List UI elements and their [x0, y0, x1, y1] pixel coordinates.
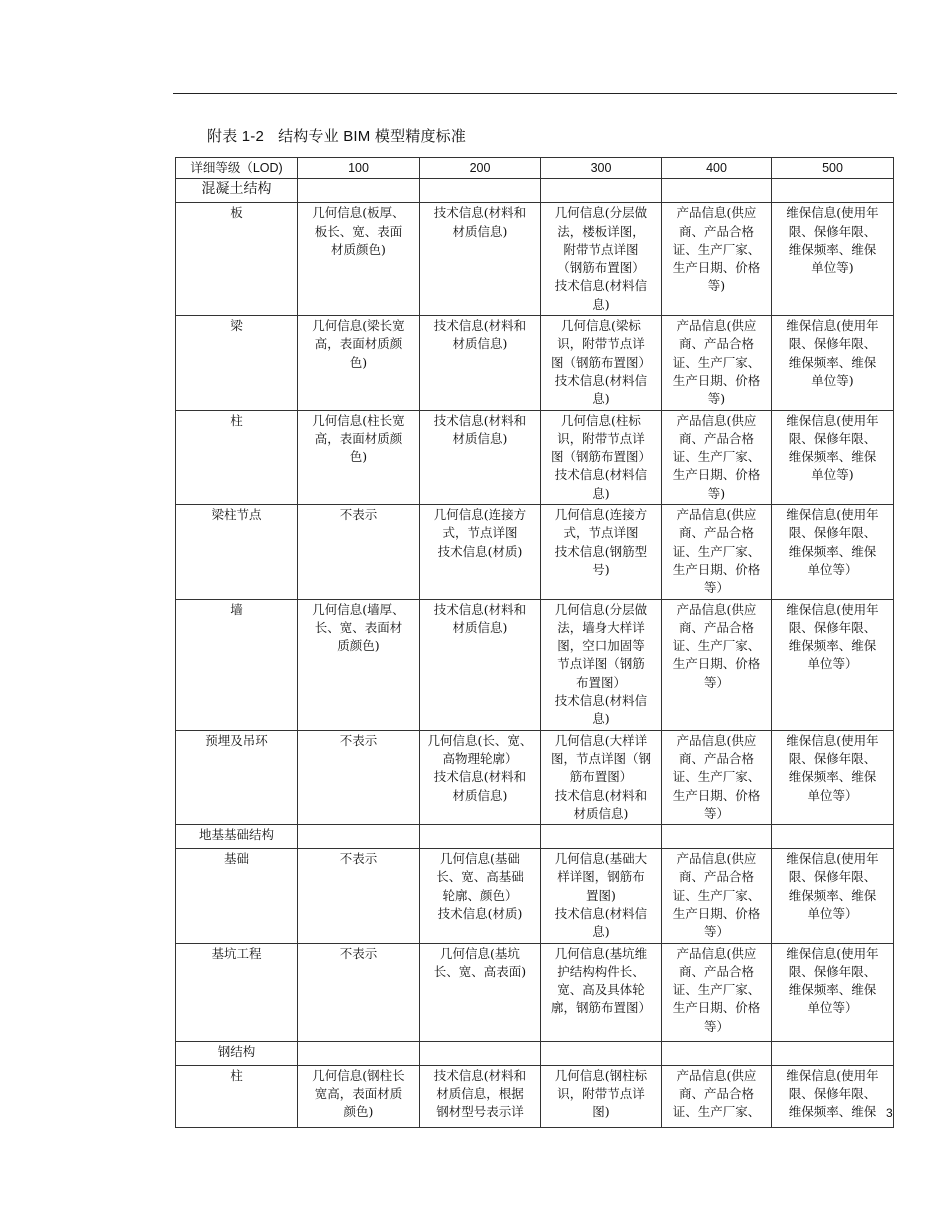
- cell-text-line: 限、保修年限、: [788, 525, 877, 541]
- lod-spec-table: [175, 157, 894, 1128]
- cell-text-line: 廓，钢筋布置图）: [550, 1000, 651, 1016]
- cell-text-line: 证、生产厂家、: [672, 769, 761, 785]
- cell-text-line: 证、生产厂家、: [672, 449, 761, 465]
- cell-text-line: 单位等）: [807, 561, 858, 577]
- cell-text-line: 长、宽、高表面): [433, 963, 527, 979]
- lod-400-cell: [662, 316, 772, 410]
- cell-text-line: 限、保修年限、: [788, 619, 877, 635]
- lod-100-cell: [298, 505, 420, 599]
- table-section-row: [176, 1041, 894, 1065]
- cell-text-line: 几何信息(基坑维: [554, 945, 648, 961]
- lod-300-cell: [541, 203, 662, 316]
- table-header-row: [176, 158, 894, 179]
- cell-text-line: 单位等): [811, 372, 854, 388]
- cell-text-line: 产品信息(供应: [676, 507, 757, 523]
- cell-text-line: 样详图，钢筋布: [557, 869, 645, 885]
- cell-text-line: 识，附带节点详: [557, 430, 645, 446]
- cell-text-line: 材质信息): [452, 787, 508, 803]
- lod-300-cell: [541, 849, 662, 943]
- cell-text-line: 生产日期、价格: [672, 1000, 761, 1016]
- table-section-row: [176, 179, 894, 203]
- cell-text-line: 维保信息(使用年: [786, 205, 879, 221]
- lod-100-cell: [298, 943, 420, 1041]
- cell-text-line: 产品信息(供应: [676, 945, 757, 961]
- cell-text-line: 技术信息(材质): [437, 543, 523, 559]
- cell-text-line: 几何信息(分层做: [554, 601, 648, 617]
- cell-text-line: 维保频率、维保: [788, 354, 877, 370]
- lod-400-cell: [662, 943, 772, 1041]
- lod-400-cell: [662, 1065, 772, 1127]
- cell-text-line: 维保信息(使用年: [786, 601, 879, 617]
- cell-text-line: 预埋及吊环: [205, 732, 268, 748]
- cell-text-line: 商、产品合格: [678, 869, 754, 885]
- table-body: [176, 158, 894, 1128]
- cell-text-line: 技术信息(材料和: [433, 601, 527, 617]
- lod-400-cell: [662, 410, 772, 504]
- cell-text-line: 钢材型号表示详: [436, 1104, 524, 1120]
- component-name-cell: [176, 410, 298, 504]
- lod-400-cell: [662, 203, 772, 316]
- cell-text-line: 等）: [703, 674, 729, 690]
- cell-text-line: 高物理轮廓）: [442, 750, 518, 766]
- cell-text-line: 法，楼板详图，: [557, 223, 645, 239]
- header-cell-100: 100: [298, 158, 420, 179]
- component-name-cell: [176, 203, 298, 316]
- lod-300-cell: [541, 316, 662, 410]
- cell-text-line: 证、生产厂家、: [672, 241, 761, 257]
- cell-text-line: 证、生产厂家、: [672, 887, 761, 903]
- page-number: 3: [886, 1106, 893, 1120]
- lod-500-cell: [772, 1065, 894, 1127]
- cell-text-line: 息): [592, 924, 610, 940]
- cell-text-line: 几何信息(连接方: [433, 507, 527, 523]
- cell-text-line: 材质信息，根据: [436, 1085, 524, 1101]
- cell-text-line: 梁柱节点: [211, 507, 262, 523]
- cell-text-line: 技术信息(材料和: [433, 1067, 527, 1083]
- cell-text-line: 产品信息(供应: [676, 601, 757, 617]
- cell-text-line: 单位等）: [807, 656, 858, 672]
- lod-300-cell: [541, 730, 662, 824]
- empty-cell: [541, 179, 662, 203]
- cell-text-line: 式，节点详图: [563, 525, 639, 541]
- cell-text-line: 商、产品合格: [678, 619, 754, 635]
- cell-text-line: 宽、高及具体轮: [557, 982, 645, 998]
- cell-text-line: 号): [592, 561, 610, 577]
- empty-cell: [662, 1041, 772, 1065]
- cell-text-line: 基础: [223, 851, 249, 867]
- lod-500-cell: [772, 730, 894, 824]
- cell-text-line: 技术信息(材质): [437, 905, 523, 921]
- cell-text-line: 维保信息(使用年: [786, 318, 879, 334]
- cell-text-line: 图（钢筋布置图）: [550, 449, 651, 465]
- component-name-cell: [176, 316, 298, 410]
- empty-cell: [298, 825, 420, 849]
- cell-text-line: 布置图）: [575, 674, 626, 690]
- cell-text-line: 式，节点详图: [442, 525, 518, 541]
- cell-text-line: 不表示: [339, 507, 378, 523]
- header-rule: [173, 93, 897, 94]
- cell-text-line: 证、生产厂家、: [672, 982, 761, 998]
- cell-text-line: 几何信息(柱标: [561, 412, 641, 428]
- header-cell-200: 200: [420, 158, 541, 179]
- cell-text-line: 技术信息(材料和: [433, 318, 527, 334]
- cell-text-line: 等）: [703, 924, 729, 940]
- cell-text-line: 证、生产厂家、: [672, 638, 761, 654]
- cell-text-line: 生产日期、价格: [672, 787, 761, 803]
- cell-text-line: 产品信息(供应: [676, 732, 757, 748]
- cell-text-line: 图，节点详图（钢: [550, 750, 651, 766]
- caption-number: 附表 1-2: [207, 128, 265, 145]
- lod-200-cell: [420, 730, 541, 824]
- lod-400-cell: [662, 505, 772, 599]
- empty-cell: [298, 1041, 420, 1065]
- component-name-cell: [176, 849, 298, 943]
- empty-cell: [298, 179, 420, 203]
- cell-text-line: 等): [707, 485, 726, 501]
- lod-500-cell: [772, 599, 894, 730]
- section-label: 地基基础结构: [176, 825, 298, 849]
- lod-400-cell: [662, 849, 772, 943]
- cell-text-line: 生产日期、价格: [672, 905, 761, 921]
- empty-cell: [541, 1041, 662, 1065]
- cell-text-line: 等）: [703, 805, 729, 821]
- empty-cell: [772, 179, 894, 203]
- lod-500-cell: [772, 410, 894, 504]
- cell-text-line: 生产日期、价格: [672, 260, 761, 276]
- cell-text-line: 几何信息(柱长宽: [312, 412, 405, 428]
- cell-text-line: 证、生产厂家、: [672, 354, 761, 370]
- cell-text-line: 单位等）: [807, 787, 858, 803]
- component-name-cell: [176, 943, 298, 1041]
- cell-text-line: 限、保修年限、: [788, 750, 877, 766]
- cell-text-line: 几何信息(基坑: [440, 945, 520, 961]
- cell-text-line: 等): [707, 278, 726, 294]
- cell-text-line: 息): [592, 296, 610, 312]
- cell-text-line: 生产日期、价格: [672, 561, 761, 577]
- cell-text-line: 技术信息(材料和: [433, 205, 527, 221]
- table-row: [176, 316, 894, 410]
- cell-text-line: 技术信息(材料信: [554, 467, 648, 483]
- cell-text-line: 图（钢筋布置图）: [550, 354, 651, 370]
- cell-text-line: （钢筋布置图）: [557, 260, 645, 276]
- cell-text-line: 几何信息(基础: [440, 851, 520, 867]
- component-name-cell: [176, 730, 298, 824]
- cell-text-line: 维保频率、维保: [788, 1104, 877, 1120]
- cell-text-line: 技术信息(钢筋型: [554, 543, 648, 559]
- lod-100-cell: [298, 849, 420, 943]
- cell-text-line: 限、保修年限、: [788, 1085, 877, 1101]
- cell-text-line: 几何信息(钢柱长: [312, 1067, 405, 1083]
- lod-200-cell: [420, 943, 541, 1041]
- section-label: 混凝土结构: [176, 179, 298, 203]
- table-row: [176, 1065, 894, 1127]
- caption-title: 结构专业 BIM 模型精度标准: [278, 128, 467, 145]
- empty-cell: [772, 1041, 894, 1065]
- cell-text-line: 几何信息(分层做: [554, 205, 648, 221]
- cell-text-line: 维保信息(使用年: [786, 732, 879, 748]
- cell-text-line: 色): [349, 449, 368, 465]
- empty-cell: [772, 825, 894, 849]
- cell-text-line: 色): [349, 354, 368, 370]
- cell-text-line: 材质信息): [452, 223, 508, 239]
- empty-cell: [420, 825, 541, 849]
- empty-cell: [662, 179, 772, 203]
- cell-text-line: 板: [230, 205, 243, 221]
- cell-text-line: 商、产品合格: [678, 223, 754, 239]
- cell-text-line: 维保频率、维保: [788, 769, 877, 785]
- cell-text-line: 几何信息(梁长宽: [312, 318, 405, 334]
- cell-text-line: 识，附带节点详: [557, 336, 645, 352]
- cell-text-line: 单位等）: [807, 1000, 858, 1016]
- table-section-row: [176, 825, 894, 849]
- table-row: [176, 505, 894, 599]
- cell-text-line: 梁: [230, 318, 243, 334]
- cell-text-line: 不表示: [339, 945, 378, 961]
- cell-text-line: 几何信息(长、宽、: [427, 732, 533, 748]
- lod-300-cell: [541, 505, 662, 599]
- cell-text-line: 置图): [586, 887, 616, 903]
- cell-text-line: 单位等): [811, 260, 854, 276]
- cell-text-line: 维保频率、维保: [788, 638, 877, 654]
- cell-text-line: 限、保修年限、: [788, 336, 877, 352]
- lod-100-cell: [298, 410, 420, 504]
- lod-400-cell: [662, 599, 772, 730]
- cell-text-line: 长、宽、高基础: [436, 869, 524, 885]
- cell-text-line: 限、保修年限、: [788, 869, 877, 885]
- lod-200-cell: [420, 410, 541, 504]
- table-row: [176, 599, 894, 730]
- lod-200-cell: [420, 849, 541, 943]
- cell-text-line: 宽高，表面材质: [314, 1085, 403, 1101]
- cell-text-line: 商、产品合格: [678, 336, 754, 352]
- lod-100-cell: [298, 203, 420, 316]
- empty-cell: [541, 825, 662, 849]
- cell-text-line: 等）: [703, 580, 729, 596]
- cell-text-line: 限、保修年限、: [788, 963, 877, 979]
- cell-text-line: 生产日期、价格: [672, 467, 761, 483]
- cell-text-line: 几何信息(梁标: [561, 318, 641, 334]
- table-row: [176, 410, 894, 504]
- cell-text-line: 证、生产厂家、: [672, 543, 761, 559]
- cell-text-line: 材质信息): [452, 619, 508, 635]
- component-name-cell: [176, 505, 298, 599]
- cell-text-line: 息): [592, 391, 610, 407]
- lod-200-cell: [420, 505, 541, 599]
- cell-text-line: 证、生产厂家、: [672, 1104, 761, 1120]
- header-cell-300: 300: [541, 158, 662, 179]
- lod-200-cell: [420, 316, 541, 410]
- cell-text-line: 等): [707, 391, 726, 407]
- cell-text-line: 几何信息(连接方: [554, 507, 648, 523]
- cell-text-line: 维保信息(使用年: [786, 412, 879, 428]
- cell-text-line: 板长、宽、表面: [314, 223, 403, 239]
- cell-text-line: 技术信息(材料和: [433, 769, 527, 785]
- cell-text-line: 维保信息(使用年: [786, 851, 879, 867]
- header-cell-lod: 详细等级（LOD): [176, 158, 298, 179]
- lod-500-cell: [772, 505, 894, 599]
- cell-text-line: 产品信息(供应: [676, 1067, 757, 1083]
- cell-text-line: 基坑工程: [211, 945, 262, 961]
- cell-text-line: 产品信息(供应: [676, 851, 757, 867]
- cell-text-line: 护结构构件长、: [557, 963, 645, 979]
- cell-text-line: 商、产品合格: [678, 525, 754, 541]
- cell-text-line: 柱: [230, 1067, 243, 1083]
- empty-cell: [662, 825, 772, 849]
- cell-text-line: 几何信息(板厚、: [312, 205, 405, 221]
- table-row: [176, 849, 894, 943]
- cell-text-line: 生产日期、价格: [672, 656, 761, 672]
- cell-text-line: 限、保修年限、: [788, 430, 877, 446]
- lod-400-cell: [662, 730, 772, 824]
- cell-text-line: 维保频率、维保: [788, 241, 877, 257]
- cell-text-line: 轮廓、颜色）: [442, 887, 518, 903]
- component-name-cell: [176, 1065, 298, 1127]
- cell-text-line: 产品信息(供应: [676, 318, 757, 334]
- header-cell-400: 400: [662, 158, 772, 179]
- cell-text-line: 维保信息(使用年: [786, 1067, 879, 1083]
- cell-text-line: 技术信息(材料和: [433, 412, 527, 428]
- cell-text-line: 高，表面材质颜: [314, 336, 403, 352]
- table-row: [176, 730, 894, 824]
- cell-text-line: 高，表面材质颜: [314, 430, 403, 446]
- empty-cell: [420, 179, 541, 203]
- cell-text-line: 材质颜色): [331, 241, 386, 257]
- table-row: [176, 943, 894, 1041]
- header-cell-500: 500: [772, 158, 894, 179]
- cell-text-line: 技术信息(材料信: [554, 372, 648, 388]
- lod-500-cell: [772, 849, 894, 943]
- cell-text-line: 维保频率、维保: [788, 543, 877, 559]
- cell-text-line: 单位等）: [807, 905, 858, 921]
- cell-text-line: 识，附带节点详: [557, 1085, 645, 1101]
- cell-text-line: 技术信息(材料信: [554, 693, 648, 709]
- cell-text-line: 材质信息): [573, 805, 629, 821]
- cell-text-line: 法，墙身大样详: [557, 619, 645, 635]
- cell-text-line: 几何信息(基础大: [554, 851, 648, 867]
- lod-100-cell: [298, 599, 420, 730]
- lod-300-cell: [541, 943, 662, 1041]
- cell-text-line: 技术信息(材料和: [554, 787, 648, 803]
- cell-text-line: 质颜色): [337, 638, 380, 654]
- cell-text-line: 图): [592, 1104, 610, 1120]
- section-label: 钢结构: [176, 1041, 298, 1065]
- cell-text-line: 墙: [230, 601, 243, 617]
- lod-200-cell: [420, 1065, 541, 1127]
- lod-200-cell: [420, 599, 541, 730]
- lod-500-cell: [772, 316, 894, 410]
- lod-300-cell: [541, 410, 662, 504]
- cell-text-line: 颜色): [343, 1104, 374, 1120]
- cell-text-line: 商、产品合格: [678, 963, 754, 979]
- cell-text-line: 产品信息(供应: [676, 205, 757, 221]
- cell-text-line: 长、宽、表面材: [314, 619, 403, 635]
- cell-text-line: 筋布置图）: [569, 769, 633, 785]
- lod-500-cell: [772, 203, 894, 316]
- lod-100-cell: [298, 730, 420, 824]
- cell-text-line: 维保频率、维保: [788, 887, 877, 903]
- cell-text-line: 等）: [703, 1018, 729, 1034]
- cell-text-line: 维保频率、维保: [788, 982, 877, 998]
- cell-text-line: 产品信息(供应: [676, 412, 757, 428]
- cell-text-line: 维保频率、维保: [788, 449, 877, 465]
- cell-text-line: 商、产品合格: [678, 430, 754, 446]
- cell-text-line: 几何信息(大样详: [554, 732, 648, 748]
- cell-text-line: 商、产品合格: [678, 1085, 754, 1101]
- cell-text-line: 生产日期、价格: [672, 372, 761, 388]
- cell-text-line: 不表示: [339, 851, 378, 867]
- cell-text-line: 息): [592, 485, 610, 501]
- cell-text-line: 技术信息(材料信: [554, 278, 648, 294]
- cell-text-line: 息): [592, 711, 610, 727]
- table-caption: [207, 125, 466, 146]
- cell-text-line: 材质信息): [452, 336, 508, 352]
- lod-100-cell: [298, 1065, 420, 1127]
- component-name-cell: [176, 599, 298, 730]
- empty-cell: [420, 1041, 541, 1065]
- cell-text-line: 几何信息(钢柱标: [554, 1067, 648, 1083]
- cell-text-line: 限、保修年限、: [788, 223, 877, 239]
- cell-text-line: 维保信息(使用年: [786, 945, 879, 961]
- cell-text-line: 单位等): [811, 467, 854, 483]
- lod-500-cell: [772, 943, 894, 1041]
- cell-text-line: 节点详图（钢筋: [557, 656, 645, 672]
- cell-text-line: 不表示: [339, 732, 378, 748]
- lod-300-cell: [541, 1065, 662, 1127]
- cell-text-line: 商、产品合格: [678, 750, 754, 766]
- cell-text-line: 技术信息(材料信: [554, 905, 648, 921]
- cell-text-line: 维保信息(使用年: [786, 507, 879, 523]
- cell-text-line: 几何信息(墙厚、: [312, 601, 405, 617]
- cell-text-line: 柱: [230, 412, 243, 428]
- cell-text-line: 附带节点详图: [563, 241, 639, 257]
- lod-200-cell: [420, 203, 541, 316]
- lod-100-cell: [298, 316, 420, 410]
- table-row: [176, 203, 894, 316]
- lod-300-cell: [541, 599, 662, 730]
- cell-text-line: 图，空口加固等: [557, 638, 645, 654]
- cell-text-line: 材质信息): [452, 430, 508, 446]
